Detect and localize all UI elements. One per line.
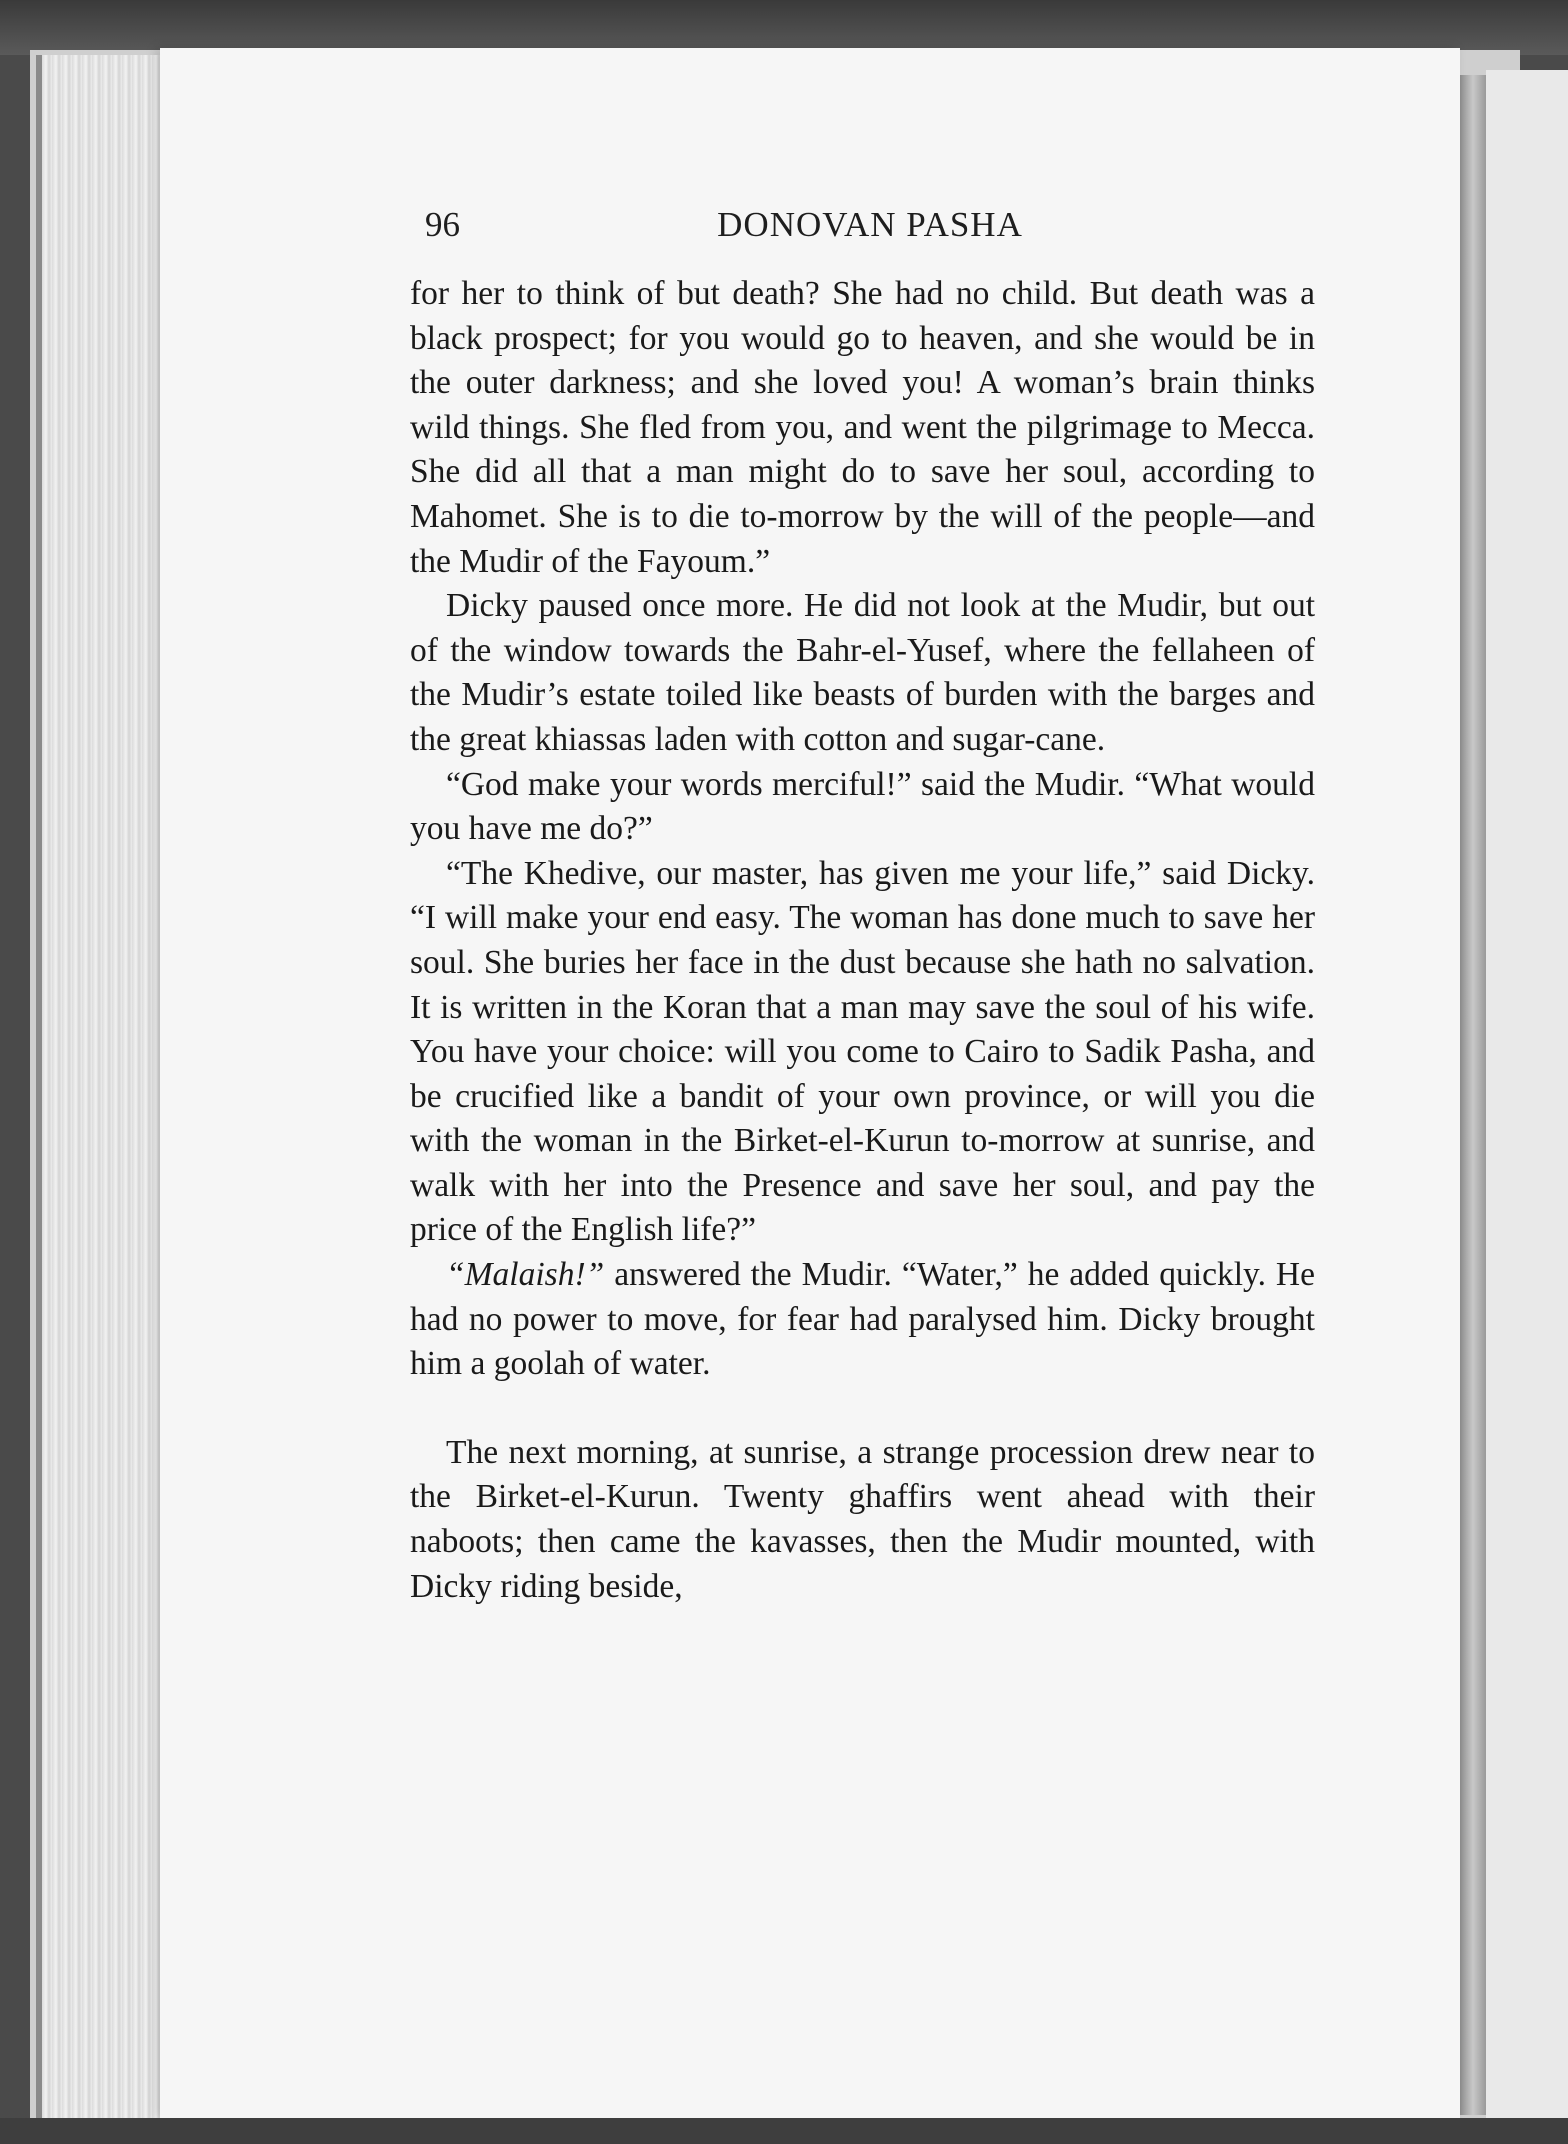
paragraph — [410, 1253, 1315, 1387]
scan-background-top — [0, 0, 1568, 55]
scan-background-bottom — [0, 2118, 1568, 2144]
paragraph: “The Khedive, our master, has given me your life,” said Dicky. “I will make your end easy. The woman has done much to save her soul. She buries her face in the dust because she hath no salvation. It is written in the Koran that a man may save the soul of his wife. You have your choice: will you come to Cairo to Sadik Pasha, and be crucified like a bandit of your own province, or will you die with the woman in the Birket-el-Kurun to-morrow at sunrise, and walk with her into the Presence and save her soul, and pay the price of the English life?” — [410, 854, 1315, 1249]
paragraph: “God make your words merciful!” said the Mudir. “What would you have me do?” — [410, 765, 1315, 848]
page-number: 96 — [425, 205, 460, 244]
page-header — [425, 205, 1315, 255]
page-text — [410, 272, 1315, 1609]
paragraph-continued: for her to think of but death? She had no child. But death was a black prospect; for you would go to heaven, and she would be in the outer darkness; and she loved you! A woman’s brain thinks wild things. She fled from you, and went the pilgrimage to Mecca. She did all that a man might do to save her soul, according to Mahomet. She is to die to-morrow by the will of the people—and the Mudir of the Fayoum.” — [410, 275, 1315, 580]
paragraph: Dicky paused once more. He did not look at the Mudir, but out of the window towards the Bahr-el-Yusef, where the fellaheen of the Mudir’s estate toiled like beasts of burden with the barges and the great khiassas laden with cotton and sugar-cane. — [410, 587, 1315, 758]
paragraph-new-section: The next morning, at sunrise, a strange procession drew near to the Birket-el-Kurun. Twenty ghaffirs went ahead with their naboots; then came the kavasses, then the Mudir mounted, with Dicky riding beside, — [410, 1433, 1315, 1605]
paragraph-rest: answered the Mudir. “Water,” he added quickly. He had no power to move, for fear had paralysed him. Dicky brought him a goolah of water. — [410, 1256, 1315, 1383]
italic-exclamation: “Malaish!” — [446, 1256, 605, 1294]
page-gutter-shadow — [1460, 75, 1486, 2115]
running-title: DONOVAN PASHA — [717, 205, 1023, 244]
facing-page-edge — [1486, 70, 1568, 2120]
